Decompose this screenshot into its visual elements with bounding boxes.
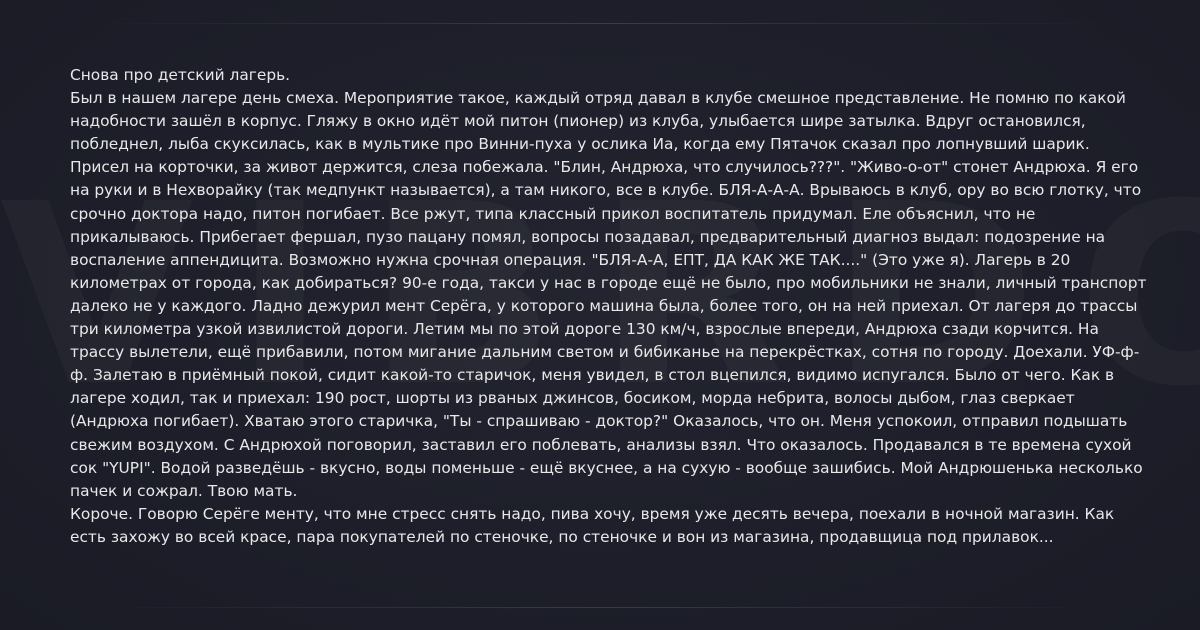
story-heading: Снова про детский лагерь.	[70, 66, 291, 84]
top-divider	[90, 23, 1110, 24]
story-paragraph: Короче. Говорю Серёге менту, что мне стресс снять надо, пива хочу, время уже десять вечера, поехали в ночной магазин. Как есть захожу во всей красе, пара покупателей по стеночке, по стеночке и вон из магазина, продавщица под прилавок...	[70, 504, 1115, 546]
bottom-divider	[90, 607, 1110, 608]
story-text	[70, 64, 1150, 549]
story-paragraph: Был в нашем лагере день смеха. Мероприятие такое, каждый отряд давал в клубе смешное представление. Не помню по какой надобности зашёл в корпус. Гляжу в окно идёт мой питон (пионер) из клуба, улыбается шире затылка. Вдруг остановился, побледнел, лыба скуксилась, как в мультике про Винни-пуха у ослика Иа, когда ему Пятачок сказал про лопнувший шарик. Присел на корточки, за живот держится, слеза побежала. "Блин, Андрюха, что случилось???". "Живо-о-от" стонет Андрюха. Я его на руки и в Нехворайку (так медпункт называется), а там никого, все в клубе. БЛЯ-А-А-А. Врываюсь в клуб, ору во всю глотку, что срочно доктора надо, питон погибает. Все ржут, типа классный прикол воспитатель придумал. Еле объяснил, что не прикалываюсь. Прибегает фершал, пузо пацану помял, вопросы позадавал, предварительный диагноз выдал: подозрение на воспаление аппендицита. Возможно нужна срочная операция. "БЛЯ-А-А, ЕПТ, ДА КАК ЖЕ ТАК...." (Это уже я). Лагерь в 20 километрах от города, как добираться? 90-е года, такси у нас в городе ещё не было, про мобильники не знали, личный транспорт далеко не у каждого. Ладно дежурил мент Серёга, у которого машина была, более того, он на ней приехал. От лагеря до трассы три километра узкой извилистой дороги. Летим мы по этой дороге 130 км/ч, взрослые впереди, Андрюха сзади корчится. На трассу вылетели, ещё прибавили, потом мигание дальним светом и бибиканье на перекрёстках, сотня по городу. Доехали. УФ-ф-ф. Залетаю в приёмный покой, сидит какой-то старичок, меня увидел, в стол вцепился, видимо испугался. Было от чего. Как в лагере ходил, так и приехал: 190 рост, шорты из рваных джинсов, босиком, морда небрита, волосы дыбом, глаз сверкает (Андрюха погибает). Хватаю этого старичка, "Ты - спрашиваю - доктор?" Оказалось, что он. Меня успокоил, отправил подышать свежим воздухом. С Андрюхой поговорил, заставил его поблевать, анализы взял. Что оказалось. Продавался в те времена сухой сок "YUPI". Водой разведёшь - вкусно, воды поменьше - ещё вкуснее, а на сухую - вообще зашибись. Мой Андрюшенька несколько пачек и сожрал. Твою мать.	[70, 89, 1147, 500]
